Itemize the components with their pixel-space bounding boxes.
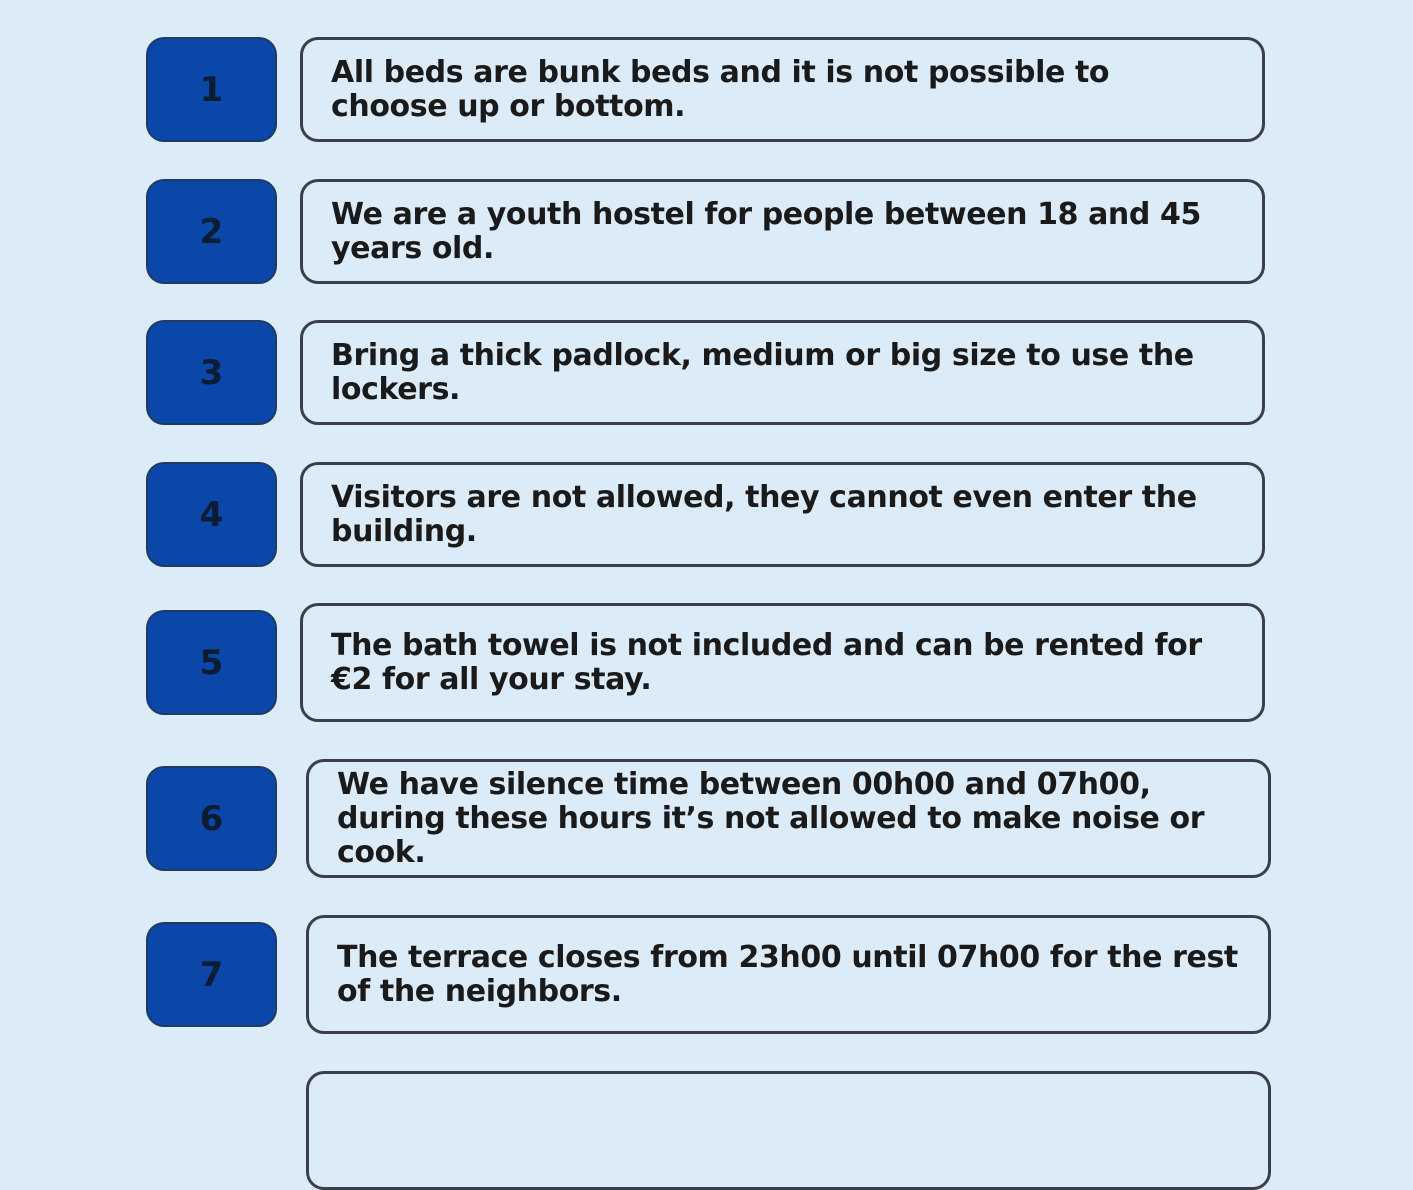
rule-number-badge — [146, 462, 277, 567]
rule-number-badge — [146, 610, 277, 715]
rule-card-partial — [306, 1071, 1271, 1190]
rule-card — [300, 462, 1265, 567]
rule-text: The bath towel is not included and can be rented for €2 for all your stay. — [331, 627, 1202, 697]
rule-number: 6 — [199, 798, 224, 839]
rule-number-badge — [146, 922, 277, 1027]
rule-card — [300, 179, 1265, 284]
rule-number: 3 — [199, 352, 224, 393]
rule-text: Bring a thick padlock, medium or big size to use the lockers. — [331, 337, 1194, 407]
rule-number: 7 — [199, 954, 224, 995]
rule-number-badge — [146, 320, 277, 425]
rule-card — [300, 603, 1265, 722]
rule-card — [306, 759, 1271, 878]
rule-text: We are a youth hostel for people between 18 and 45 years old. — [331, 196, 1201, 266]
rule-text: All beds are bunk beds and it is not possible to choose up or bottom. — [331, 54, 1110, 124]
rule-text: The terrace closes from 23h00 until 07h00 for the rest of the neighbors. — [337, 939, 1238, 1009]
rule-card — [306, 915, 1271, 1034]
rule-card — [300, 37, 1265, 142]
rule-number-badge — [146, 179, 277, 284]
rule-number: 5 — [199, 642, 224, 683]
rule-number: 4 — [199, 494, 224, 535]
rule-card — [300, 320, 1265, 425]
rule-number: 2 — [199, 211, 224, 252]
rule-number: 1 — [199, 69, 224, 110]
rule-number-badge — [146, 37, 277, 142]
rule-text: Visitors are not allowed, they cannot even enter the building. — [331, 479, 1197, 549]
rule-text: We have silence time between 00h00 and 07h00, during these hours it’s not allowed to make noise or cook. — [337, 766, 1205, 870]
rule-number-badge — [146, 766, 277, 871]
